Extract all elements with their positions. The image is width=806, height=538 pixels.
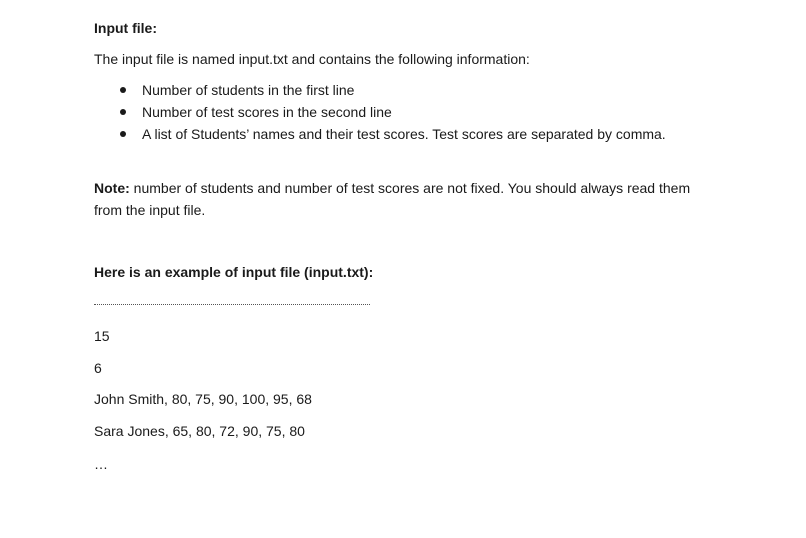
bullet-icon [120,131,126,137]
note-paragraph [94,177,714,221]
note-text: number of students and number of test scores are not fixed. You should always read them from the input file. [94,180,691,218]
example-line-student-1: John Smith, 80, 75, 90, 100, 95, 68 [94,391,312,407]
bullet-icon [120,109,126,115]
bullet-text: Number of students in the first line [142,82,355,98]
example-line-students: 15 [94,328,110,344]
example-line-ellipsis: … [94,456,108,472]
example-heading: Here is an example of input file (input.txt): [94,264,374,280]
example-line-student-2: Sara Jones, 65, 80, 72, 90, 75, 80 [94,423,305,439]
info-bullet-list [118,81,666,147]
bullet-text: A list of Students’ names and their test scores. Test scores are separated by comma. [142,126,666,142]
intro-paragraph: The input file is named input.txt and contains the following information: [94,51,530,67]
list-item [118,103,666,125]
note-label: Note: [94,180,130,196]
list-item [118,125,666,147]
bullet-text: Number of test scores in the second line [142,104,392,120]
example-line-scores: 6 [94,360,102,376]
dotted-divider [94,304,370,305]
list-item [118,81,666,103]
section-heading: Input file: [94,20,157,36]
bullet-icon [120,87,126,93]
